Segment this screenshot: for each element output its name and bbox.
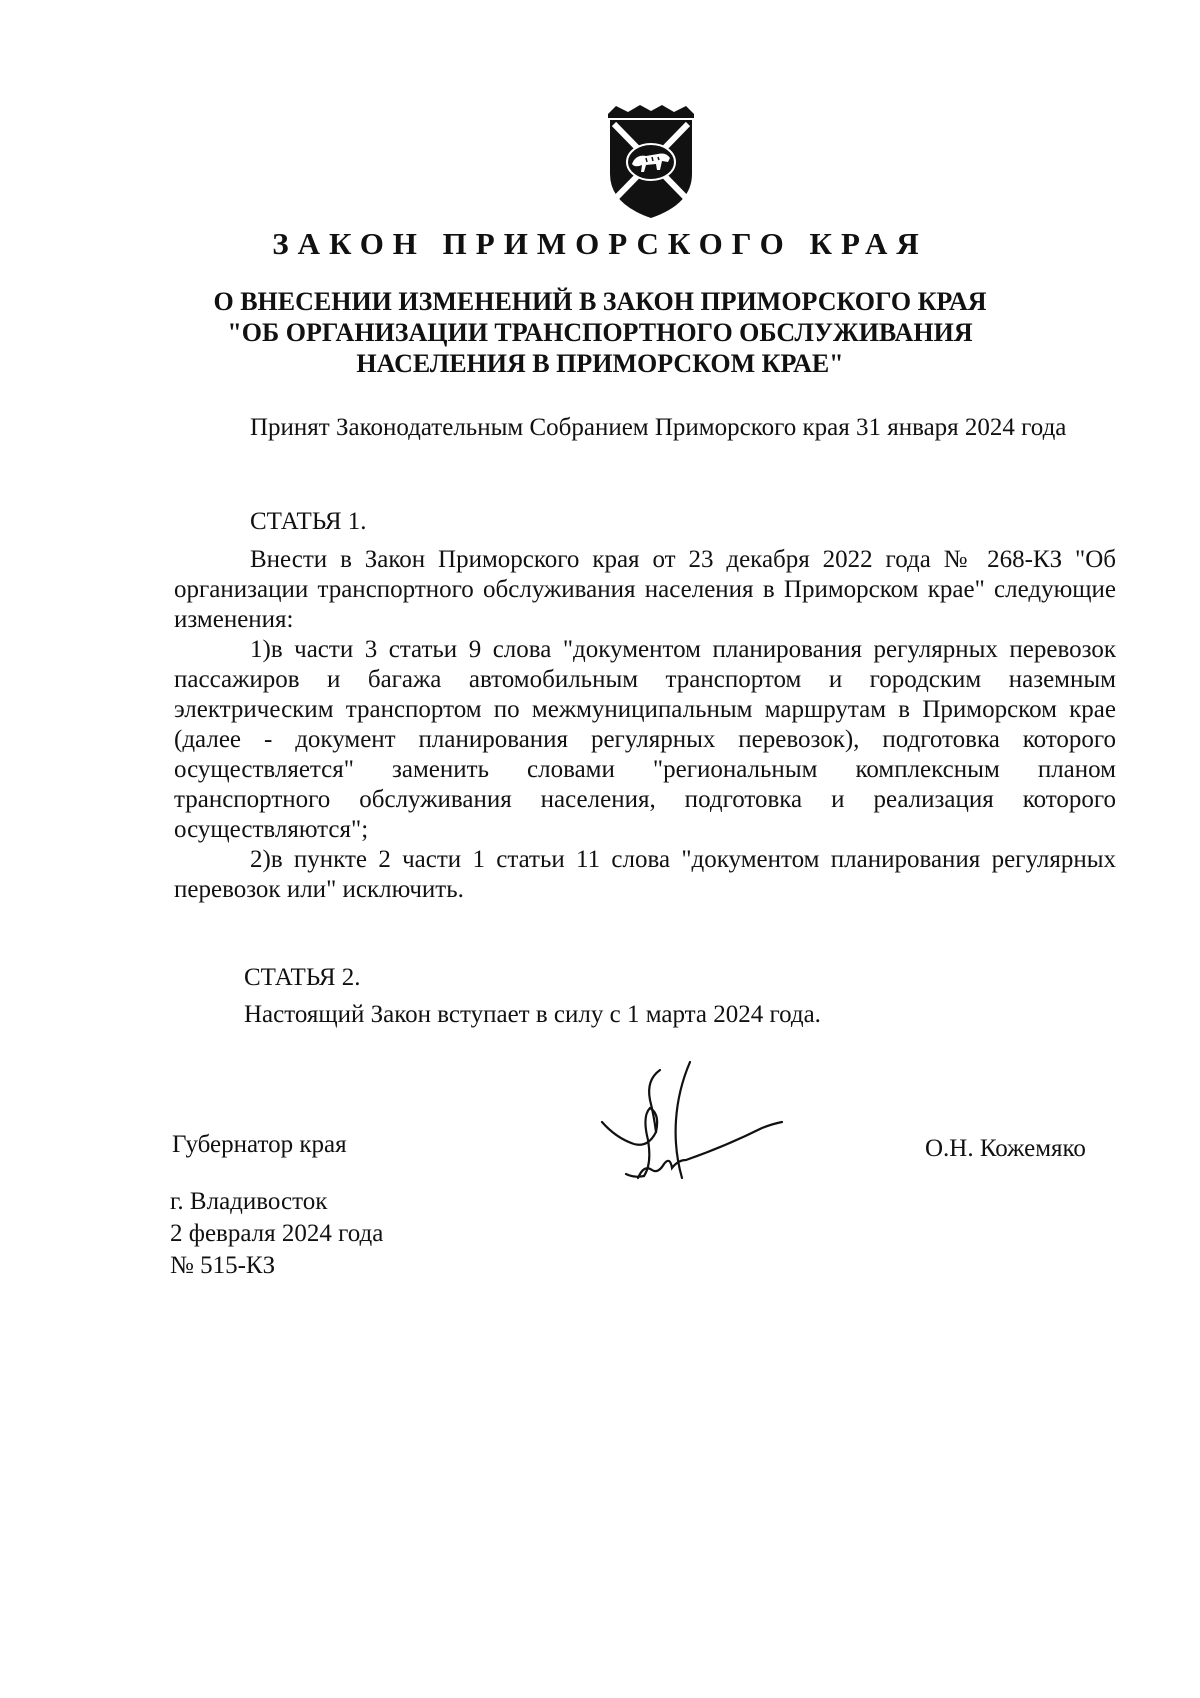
- article-2-body: Настоящий Закон вступает в силу с 1 марта 2024 года.: [244, 1001, 821, 1028]
- article-1-body: [174, 545, 1116, 905]
- issue-place: г. Владивосток: [170, 1188, 328, 1215]
- governor-position: Губернатор края: [172, 1131, 347, 1158]
- issue-details: [170, 1186, 383, 1282]
- subtitle-line: О ВНЕСЕНИИ ИЗМЕНЕНИЙ В ЗАКОН ПРИМОРСКОГО КРАЯ: [213, 287, 987, 316]
- article-1-heading: СТАТЬЯ 1.: [250, 508, 367, 535]
- governor-name: О.Н. Кожемяко: [925, 1135, 1086, 1162]
- adoption-text: Принят Законодательным Собранием Приморского края 31 января 2024 года: [250, 414, 1067, 441]
- article-2-heading: СТАТЬЯ 2.: [244, 964, 361, 991]
- law-title: ЗАКОН ПРИМОРСКОГО КРАЯ: [272, 226, 928, 261]
- article-1-item-2: 2)в пункте 2 части 1 статьи 11 слова "документом планирования регулярных перевозок или" исключить.: [174, 846, 1116, 903]
- subtitle-line: "ОБ ОРГАНИЗАЦИИ ТРАНСПОРТНОГО ОБСЛУЖИВАНИЯ: [227, 318, 973, 347]
- signature: [586, 1060, 792, 1190]
- issue-date: 2 февраля 2024 года: [170, 1220, 384, 1247]
- article-1-item-1: 1)в части 3 статьи 9 слова "документом планирования регулярных перевозок пассажиров и багажа автомобильным транспортом и городским наземным электрическим транспортом по межмуниципальным маршрутам в Приморском крае (далее - документ планирования регулярных перевозок), подготовка которого осуществляется" заменить словами "региональным комплексным планом транспортного обслуживания населения, подготовка и реализация которого осуществляются";: [174, 636, 1116, 843]
- law-number: № 515-КЗ: [170, 1252, 276, 1279]
- law-subtitle: [0, 286, 1200, 379]
- adoption-note: [174, 413, 1116, 443]
- article-1-intro: Внести в Закон Приморского края от 23 декабря 2022 года № 268-КЗ "Об организации транспортного обслуживания населения в Приморском крае" следующие изменения:: [174, 546, 1116, 633]
- coat-of-arms-icon: [602, 104, 700, 220]
- subtitle-line: НАСЕЛЕНИЯ В ПРИМОРСКОМ КРАЕ": [356, 349, 844, 378]
